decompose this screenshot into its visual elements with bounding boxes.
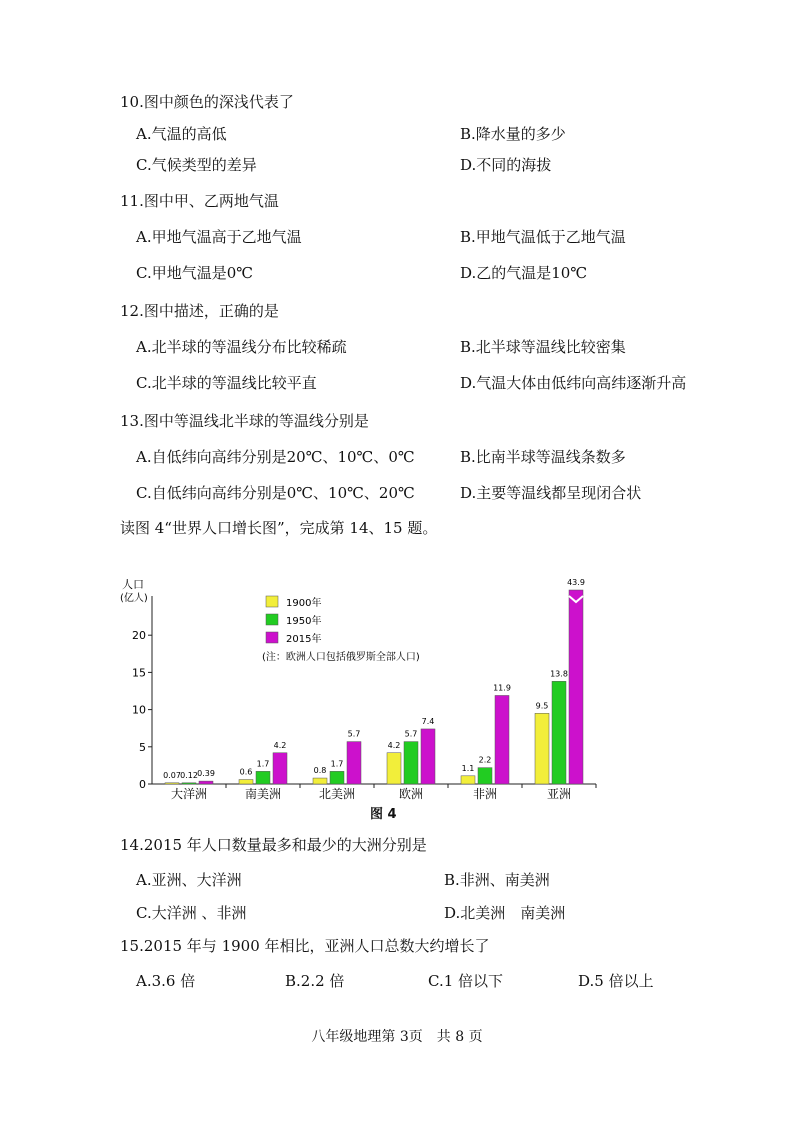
- option-a: A.自低纬向高纬分别是20℃、10℃、0℃: [136, 448, 415, 466]
- bar-1900年: [461, 776, 475, 784]
- option-d: D.气温大体由低纬向高纬逐渐升高: [460, 374, 687, 392]
- legend-swatch: [266, 596, 278, 607]
- bar-data-label: 4.2: [387, 740, 401, 750]
- legend-label: 2015年: [286, 634, 322, 645]
- x-tick-label: 非洲: [472, 787, 498, 801]
- option-c: C.气候类型的差异: [136, 156, 257, 174]
- bar-data-label: 0.6: [239, 767, 253, 777]
- bar-1900年: [387, 753, 401, 784]
- bar-1900年: [313, 778, 327, 784]
- bar-data-label: 11.9: [493, 683, 511, 693]
- bar-1950年: [256, 771, 270, 784]
- bar-data-label: 4.2: [273, 740, 287, 750]
- option-a: A.甲地气温高于乙地气温: [136, 228, 302, 246]
- bar-data-label: 9.5: [535, 701, 549, 711]
- option-c: C.1 倍以下: [428, 972, 504, 990]
- legend-label: 1900年: [286, 598, 322, 609]
- bar-data-label: 43.9: [567, 578, 585, 587]
- bar-2015年: [495, 695, 509, 784]
- bar-data-label: 1.1: [461, 763, 475, 773]
- y-tick-label: 10: [132, 703, 146, 717]
- x-tick-label: 欧洲: [398, 787, 424, 801]
- option-a: A.北半球的等温线分布比较稀疏: [136, 338, 347, 356]
- bar-2015年: [347, 742, 361, 784]
- option-c: C.甲地气温是0℃: [136, 264, 254, 282]
- option-d: D.主要等温线都呈现闭合状: [460, 484, 642, 502]
- legend-swatch: [266, 632, 278, 643]
- y-tick-label: 20: [132, 629, 146, 643]
- x-tick-label: 亚洲: [546, 787, 572, 801]
- option-b: B.非洲、南美洲: [444, 871, 550, 889]
- bar-data-label: 5.7: [404, 729, 418, 739]
- option-a: A.3.6 倍: [136, 972, 196, 990]
- option-a: A.气温的高低: [136, 125, 227, 143]
- population-bar-chart: [118, 568, 618, 808]
- bar-data-label: 2.2: [478, 755, 492, 765]
- option-b: B.2.2 倍: [285, 972, 345, 990]
- option-b: B.甲地气温低于乙地气温: [460, 228, 626, 246]
- bar-data-label: 13.8: [550, 669, 568, 679]
- question-stem: 12.图中描述，正确的是: [120, 302, 279, 320]
- option-d: D.不同的海拔: [460, 156, 552, 174]
- option-b: B.降水量的多少: [460, 125, 566, 143]
- question-stem: 13.图中等温线北半球的等温线分别是: [120, 412, 369, 430]
- bar-data-label: 7.4: [421, 716, 435, 726]
- bar-1950年: [182, 783, 196, 784]
- bar-1950年: [478, 768, 492, 784]
- figure-caption: 图 4: [370, 807, 397, 822]
- question-stem: 14.2015 年人口数量最多和最少的大洲分别是: [120, 836, 427, 854]
- option-b: B.北半球等温线比较密集: [460, 338, 626, 356]
- x-tick-label: 北美洲: [318, 787, 356, 801]
- y-tick-label: 15: [132, 666, 146, 680]
- bar-data-label: 1.7: [330, 759, 344, 769]
- bar-data-label: 5.7: [347, 729, 361, 739]
- bar-2015年: [273, 753, 287, 784]
- chart-note: (注：欧洲人口包括俄罗斯全部人口): [262, 652, 420, 663]
- y-axis-unit: (亿人): [120, 593, 148, 604]
- question-stem: 15.2015 年与 1900 年相比，亚洲人口总数大约增长了: [120, 937, 490, 955]
- option-c: C.北半球的等温线比较平直: [136, 374, 317, 392]
- bar-1900年: [239, 780, 253, 784]
- bar-2015年: [199, 781, 213, 784]
- x-tick-label: 南美洲: [244, 787, 282, 801]
- bar-data-label: 0.07: [163, 770, 181, 780]
- bar-data-label: 0.12: [180, 770, 198, 780]
- option-d: D.5 倍以上: [578, 972, 654, 990]
- bar-data-label: 0.39: [197, 769, 215, 779]
- bar-data-label: 0.8: [313, 766, 327, 776]
- bar-1900年: [165, 783, 179, 784]
- bar-2015年: [569, 590, 583, 784]
- question-stem: 10.图中颜色的深浅代表了: [120, 93, 294, 111]
- figure-intro: 读图 4“世界人口增长图”，完成第 14、15 题。: [120, 519, 438, 537]
- x-tick-label: 大洋洲: [170, 787, 208, 801]
- question-stem: 11.图中甲、乙两地气温: [120, 192, 279, 210]
- page-footer: 八年级地理第 3页 共 8 页: [311, 1029, 483, 1045]
- option-c: C.大洋洲 、非洲: [136, 904, 247, 922]
- y-tick-label: 5: [139, 740, 146, 754]
- bar-1950年: [404, 742, 418, 784]
- option-d: D.乙的气温是10℃: [460, 264, 588, 282]
- option-b: B.比南半球等温线条数多: [460, 448, 626, 466]
- bar-1900年: [535, 713, 549, 784]
- legend-swatch: [266, 614, 278, 625]
- y-tick-label: 0: [139, 778, 146, 791]
- bar-2015年: [421, 729, 435, 784]
- y-axis-label: 人口: [122, 578, 144, 591]
- option-a: A.亚洲、大洋洲: [136, 871, 242, 889]
- option-c: C.自低纬向高纬分别是0℃、10℃、20℃: [136, 484, 415, 502]
- legend-label: 1950年: [286, 616, 322, 627]
- bar-1950年: [330, 771, 344, 784]
- bar-data-label: 1.7: [256, 759, 270, 769]
- bar-1950年: [552, 681, 566, 784]
- option-d: D.北美洲 南美洲: [444, 904, 566, 922]
